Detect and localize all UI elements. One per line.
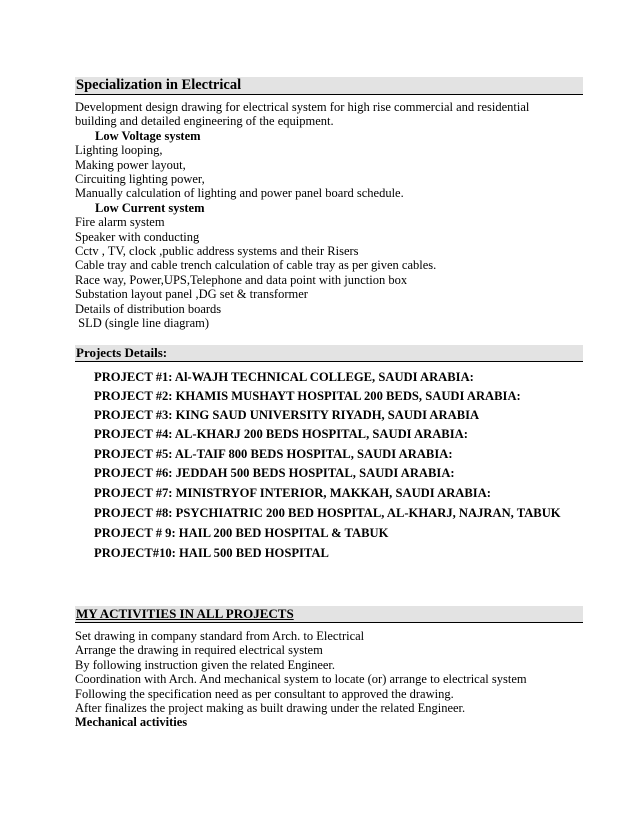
project-item: PROJECT #4: AL-KHARJ 200 BEDS HOSPITAL, SAUDI ARABIA: bbox=[94, 427, 468, 441]
low-voltage-item: Manually calculation of lighting and power panel board schedule. bbox=[75, 186, 404, 201]
activity-line: By following instruction given the related Engineer. bbox=[75, 657, 336, 672]
project-item: PROJECT #7: MINISTRYOF INTERIOR, MAKKAH, SAUDI ARABIA: bbox=[94, 486, 491, 500]
project-item: PROJECT #5: AL-TAIF 800 BEDS HOSPITAL, SAUDI ARABIA: bbox=[94, 447, 453, 461]
activity-line: Coordination with Arch. And mechanical system to locate (or) arrange to electrical system bbox=[75, 672, 527, 687]
low-voltage-item: Circuiting lighting power, bbox=[75, 172, 205, 187]
low-voltage-item: Lighting looping, bbox=[75, 143, 163, 158]
low-current-item: SLD (single line diagram) bbox=[75, 316, 209, 331]
specialization-body bbox=[75, 100, 595, 331]
low-current-item: Speaker with conducting bbox=[75, 229, 200, 244]
project-item: PROJECT # 9: HAIL 200 BED HOSPITAL & TABUK bbox=[94, 526, 389, 540]
low-current-item: Race way, Power,UPS,Telephone and data point with junction box bbox=[75, 272, 408, 287]
project-item: PROJECT #3: KING SAUD UNIVERSITY RIYADH, SAUDI ARABIA bbox=[94, 408, 480, 422]
low-current-item: Details of distribution boards bbox=[75, 301, 222, 316]
activity-line: After finalizes the project making as built drawing under the related Engineer. bbox=[75, 701, 466, 716]
mechanical-activities-heading: Mechanical activities bbox=[75, 715, 188, 730]
low-current-item: Cable tray and cable trench calculation of cable tray as per given cables. bbox=[75, 258, 437, 273]
project-item: PROJECT #1: Al-WAJH TECHNICAL COLLEGE, SAUDI ARABIA: bbox=[94, 370, 474, 384]
low-voltage-item: Making power layout, bbox=[75, 157, 186, 172]
low-current-item: Fire alarm system bbox=[75, 215, 165, 230]
project-item: PROJECT #6: JEDDAH 500 BEDS HOSPITAL, SAUDI ARABIA: bbox=[94, 466, 455, 480]
projects-heading: Projects Details: bbox=[75, 345, 583, 362]
project-item: PROJECT #2: KHAMIS MUSHAYT HOSPITAL 200 BEDS, SAUDI ARABIA: bbox=[94, 389, 521, 403]
activity-line: Set drawing in company standard from Arch. to Electrical bbox=[75, 629, 365, 643]
activity-line: Arrange the drawing in required electrical system bbox=[75, 643, 323, 658]
low-current-item: Cctv , TV, clock ,public address systems and their Risers bbox=[75, 244, 359, 259]
specialization-heading: Specialization in Electrical bbox=[75, 77, 583, 95]
spec-line: Development design drawing for electrical system for high rise commercial and residential bbox=[75, 100, 530, 114]
project-item: PROJECT #8: PSYCHIATRIC 200 BED HOSPITAL, AL-KHARJ, NAJRAN, TABUK bbox=[94, 506, 561, 520]
low-voltage-heading: Low Voltage system bbox=[95, 128, 201, 143]
activities-body bbox=[75, 629, 595, 730]
project-item: PROJECT#10: HAIL 500 BED HOSPITAL bbox=[94, 546, 329, 560]
low-current-heading: Low Current system bbox=[95, 200, 205, 215]
activities-heading: MY ACTIVITIES IN ALL PROJECTS bbox=[75, 606, 583, 623]
spec-line: building and detailed engineering of the equipment. bbox=[75, 114, 334, 129]
low-current-item: Substation layout panel ,DG set & transformer bbox=[75, 287, 308, 302]
activity-line: Following the specification need as per consultant to approved the drawing. bbox=[75, 686, 454, 701]
